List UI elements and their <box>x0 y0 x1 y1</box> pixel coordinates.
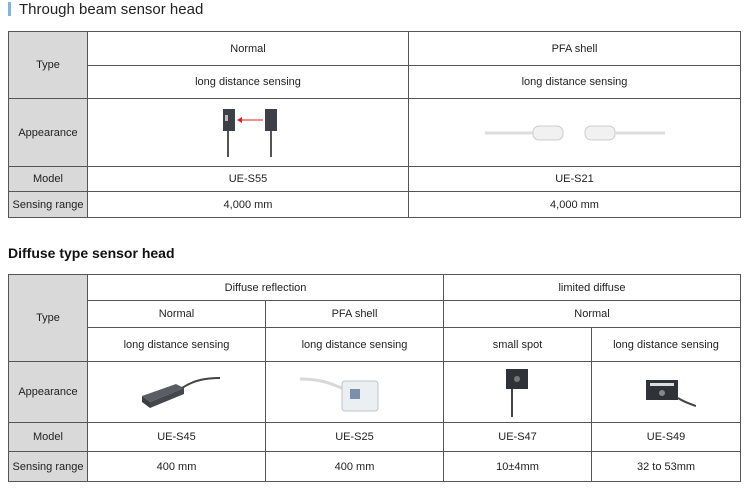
model-cell: UE-S49 <box>592 423 741 452</box>
range-cell: 32 to 53mm <box>592 452 741 482</box>
row-label-type: Type <box>9 32 88 99</box>
group-limited-diffuse: limited diffuse <box>444 275 741 301</box>
subtype-cell: small spot <box>444 328 592 362</box>
subgroup-normal: Normal <box>88 301 266 328</box>
range-cell: 4,000 mm <box>409 192 741 218</box>
range-cell: 400 mm <box>88 452 266 482</box>
appearance-ue-s45 <box>88 362 266 423</box>
subtype-cell: long distance sensing <box>88 66 409 99</box>
title-accent-bar <box>8 2 11 16</box>
subtype-cell: long distance sensing <box>409 66 741 99</box>
ue-s47-sensor-image <box>498 365 538 419</box>
subgroup-pfa-shell: PFA shell <box>266 301 444 328</box>
ue-s25-sensor-image <box>300 367 410 417</box>
subtype-cell: long distance sensing <box>266 328 444 362</box>
section-title-diffuse: Diffuse type sensor head <box>8 245 175 261</box>
section-title-through-beam <box>8 0 203 18</box>
appearance-ue-s55 <box>88 99 409 167</box>
through-beam-sensor-pair-image <box>203 105 293 161</box>
model-cell: UE-S55 <box>88 167 409 192</box>
section-title-text: Through beam sensor head <box>19 0 204 18</box>
range-cell: 4,000 mm <box>88 192 409 218</box>
group-diffuse-reflection: Diffuse reflection <box>88 275 444 301</box>
row-label-appearance: Appearance <box>9 99 88 167</box>
model-cell: UE-S47 <box>444 423 592 452</box>
type-normal: Normal <box>88 32 409 66</box>
appearance-ue-s21 <box>409 99 741 167</box>
row-label-model: Model <box>9 423 88 452</box>
model-cell: UE-S21 <box>409 167 741 192</box>
type-pfa-shell: PFA shell <box>409 32 741 66</box>
row-label-sensing-range: Sensing range <box>9 192 88 218</box>
row-label-sensing-range: Sensing range <box>9 452 88 482</box>
subtype-cell: long distance sensing <box>592 328 741 362</box>
ue-s45-sensor-image <box>132 370 222 414</box>
ue-s49-sensor-image <box>636 372 696 412</box>
row-label-type: Type <box>9 275 88 362</box>
range-cell: 400 mm <box>266 452 444 482</box>
diffuse-table <box>8 274 741 482</box>
model-cell: UE-S45 <box>88 423 266 452</box>
row-label-appearance: Appearance <box>9 362 88 423</box>
subgroup-normal: Normal <box>444 301 741 328</box>
row-label-model: Model <box>9 167 88 192</box>
pfa-sensor-pair-image <box>485 118 665 148</box>
range-cell: 10±4mm <box>444 452 592 482</box>
appearance-ue-s25 <box>266 362 444 423</box>
through-beam-table <box>8 31 741 218</box>
appearance-ue-s49 <box>592 362 741 423</box>
subtype-cell: long distance sensing <box>88 328 266 362</box>
appearance-ue-s47 <box>444 362 592 423</box>
model-cell: UE-S25 <box>266 423 444 452</box>
